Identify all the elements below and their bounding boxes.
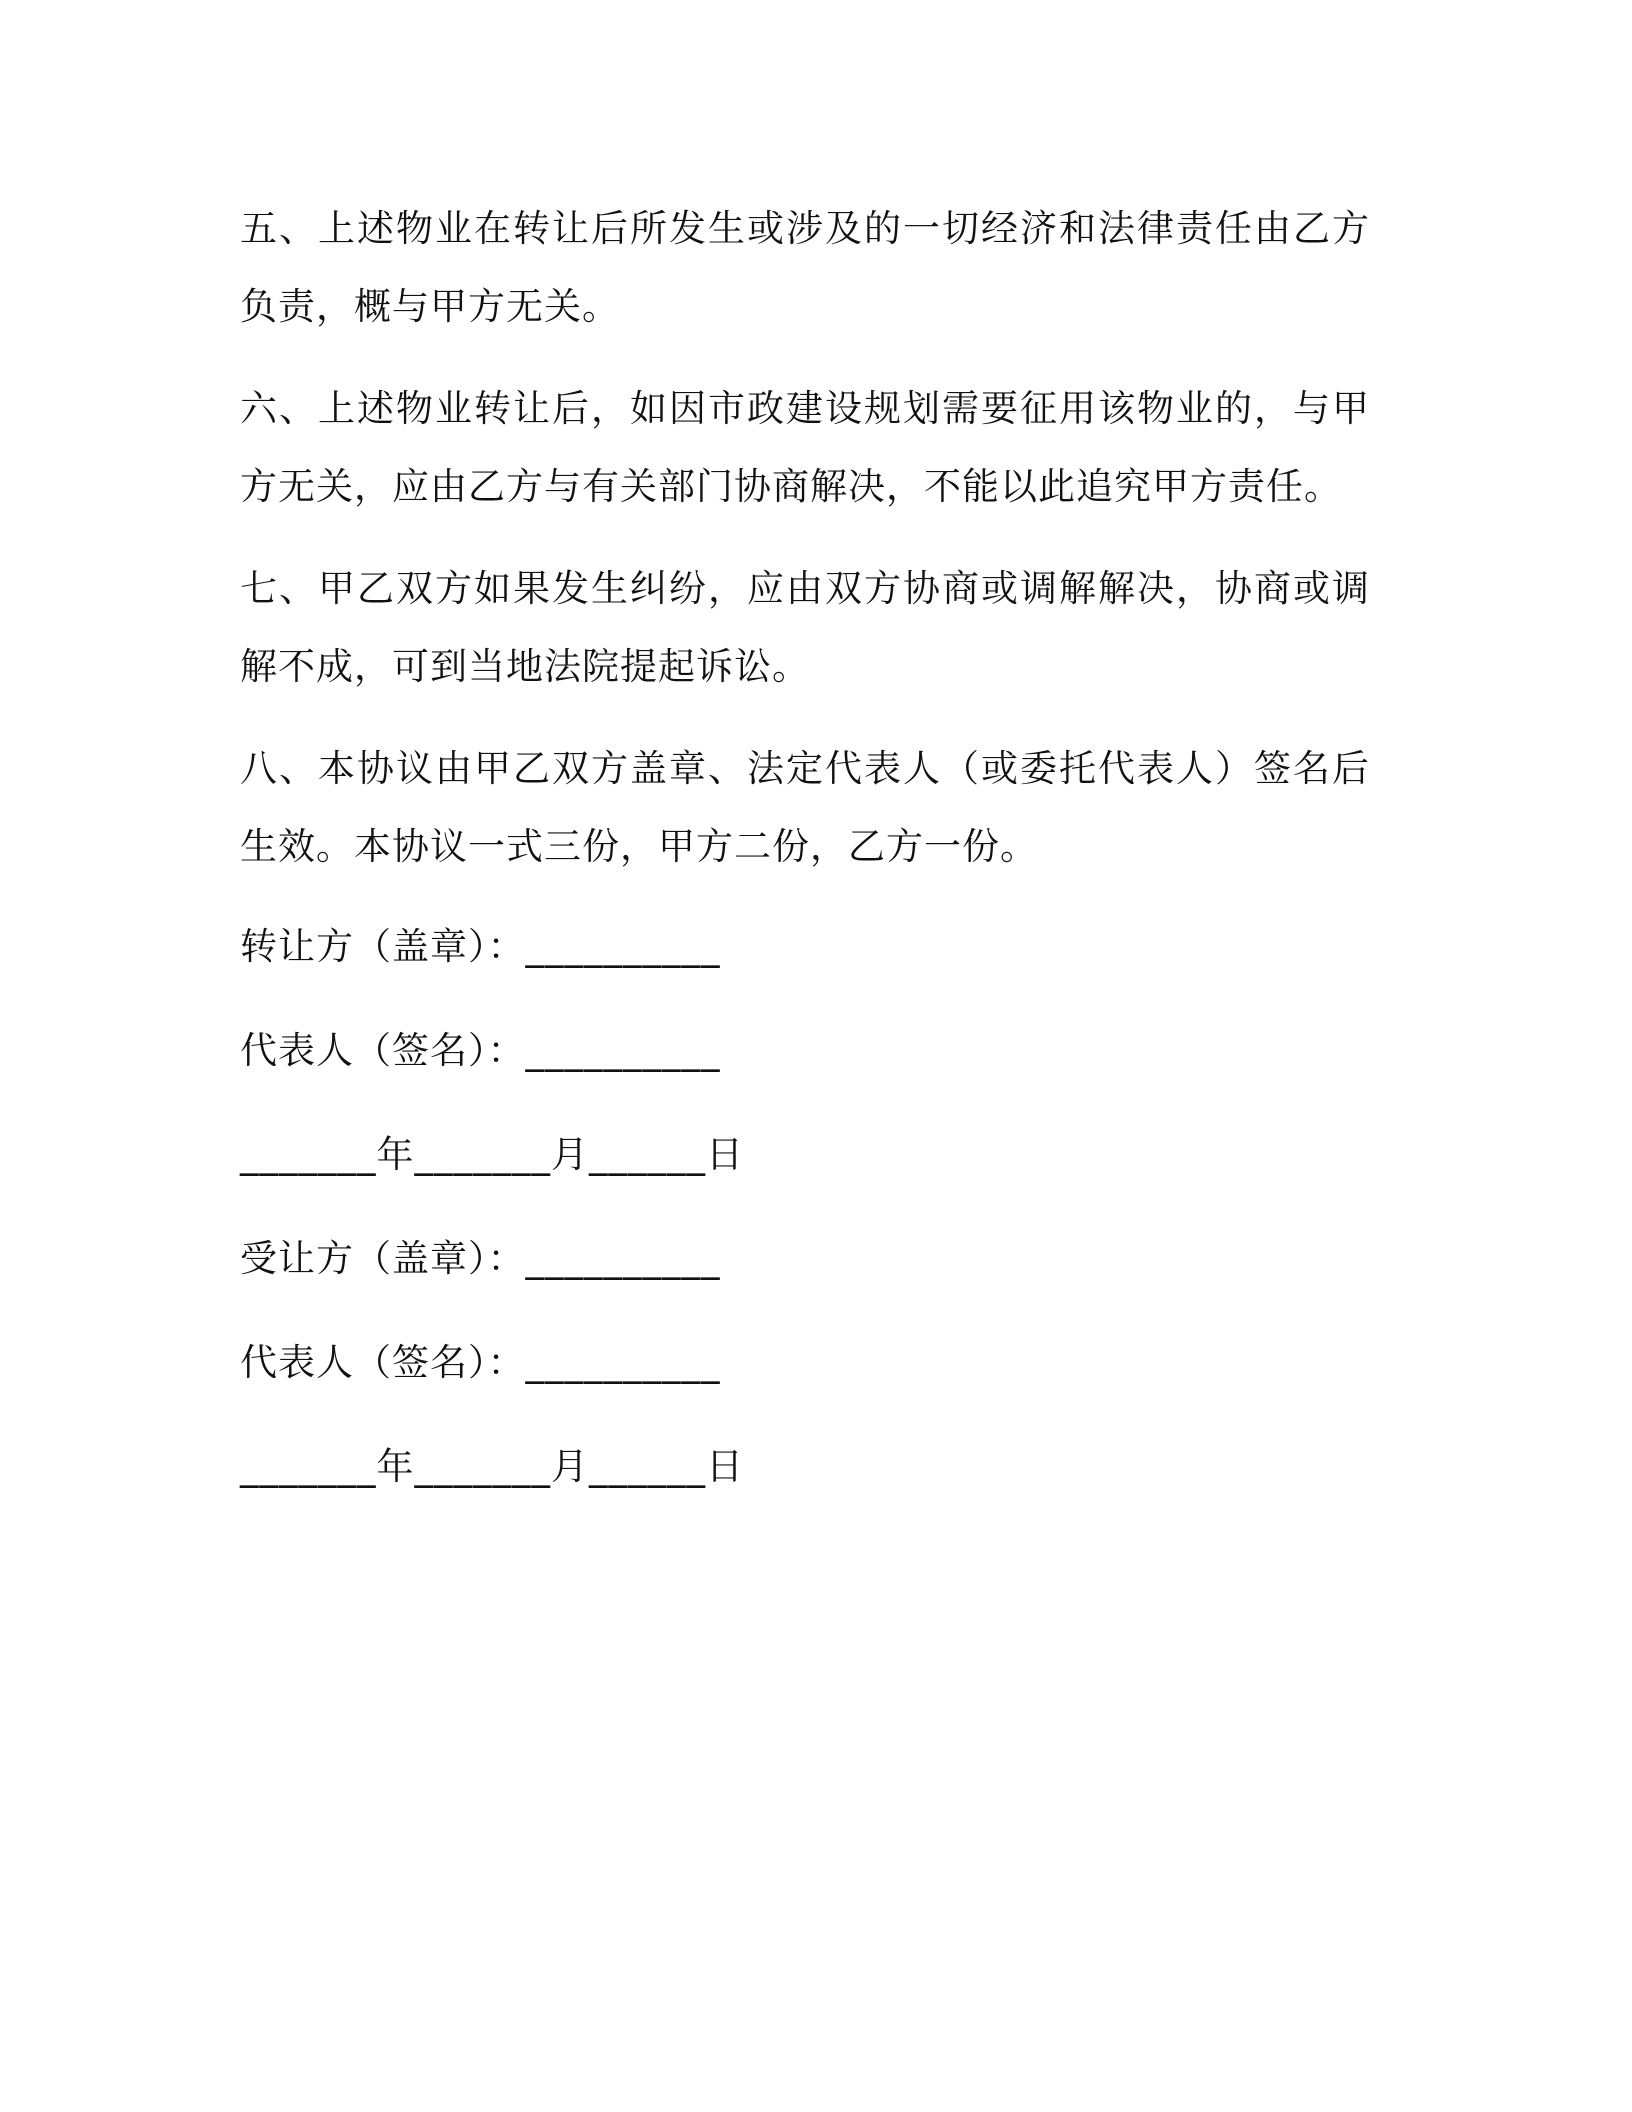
transferee-representative-line: 代表人（签名）：__________ [240, 1341, 721, 1384]
transferor-date-line: _______年_______月______日 [240, 1133, 744, 1176]
document-page [240, 190, 1370, 1546]
clause-7: 七、甲乙双方如果发生纠纷，应由双方协商或调解解决，协商或调解不成，可到当地法院提起诉讼。 [240, 567, 1370, 688]
transferor-seal-line: 转让方（盖章）：__________ [240, 925, 721, 968]
transferor-representative-line: 代表人（签名）：__________ [240, 1029, 721, 1072]
clause-8: 八、本协议由甲乙双方盖章、法定代表人（或委托代表人）签名后生效。本协议一式三份，甲方二份，乙方一份。 [240, 747, 1370, 868]
transferee-date-line: _______年_______月______日 [240, 1445, 744, 1488]
clause-5: 五、上述物业在转让后所发生或涉及的一切经济和法律责任由乙方负责，概与甲方无关。 [240, 207, 1370, 328]
transferee-seal-line: 受让方（盖章）：__________ [240, 1237, 721, 1280]
clause-6: 六、上述物业转让后，如因市政建设规划需要征用该物业的，与甲方无关，应由乙方与有关部门协商解决，不能以此追究甲方责任。 [240, 387, 1370, 508]
signature-block [240, 922, 1370, 1492]
